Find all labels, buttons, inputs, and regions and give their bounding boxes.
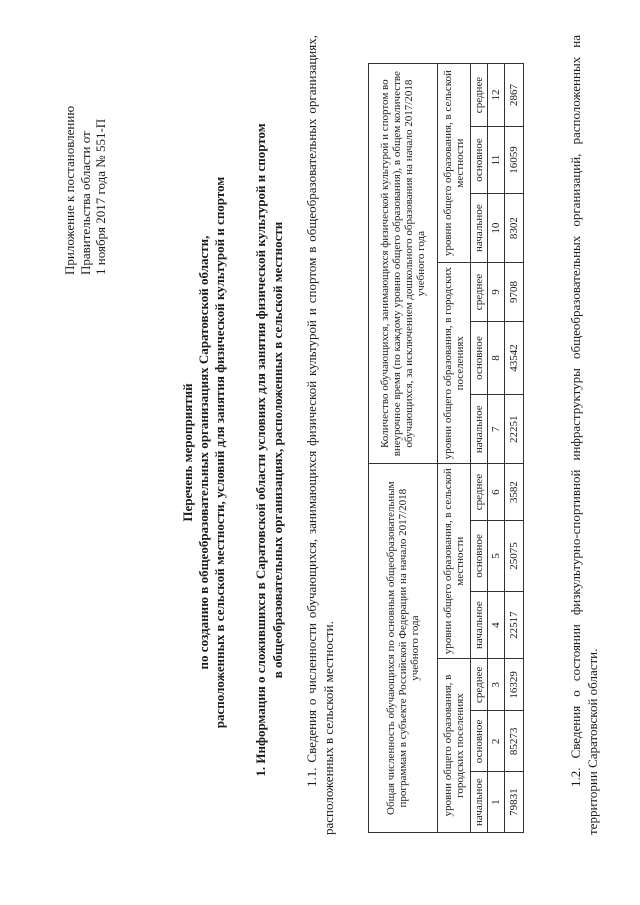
column-number: 6	[488, 464, 505, 521]
table-header-total-students: Общая численность обучающихся по основным общеобразовательным программам в субъекте Российской Федерации на начало 2017/2018 учебного года	[369, 464, 438, 833]
paragraph-text: 1.2. Сведения о состоянии физкультурно-спортивной инфраструктуры общеобразовательных организаций, расположенных на территории Саратовской области.	[568, 35, 600, 835]
level-cell: начальное	[471, 395, 488, 464]
appendix-line: Приложение к постановлению	[62, 105, 77, 275]
appendix-note	[62, 25, 109, 275]
section-heading-line: 1. Информация о сложившихся в Саратовской области условиях для занятия физической культурой и спортом	[253, 123, 268, 777]
title-line: Перечень мероприятий	[180, 383, 195, 522]
level-cell: среднее	[471, 263, 488, 322]
table-value-cell: 22251	[505, 395, 524, 464]
appendix-line: 1 ноября 2017 года № 551-П	[93, 118, 108, 275]
column-number: 2	[488, 711, 505, 772]
column-number: 10	[488, 194, 505, 263]
level-cell: начальное	[471, 772, 488, 833]
level-cell: среднее	[471, 464, 488, 521]
table-value-cell: 25075	[505, 520, 524, 591]
subheader-rural: уровни общего образования, в сельской местности	[438, 64, 471, 263]
table-value-cell: 2867	[505, 64, 524, 127]
paragraph-1-2	[567, 35, 601, 835]
appendix-line: Правительства области от	[77, 131, 93, 275]
section-1-heading	[252, 25, 286, 875]
column-number: 11	[488, 127, 505, 194]
table-value-cell: 8302	[505, 194, 524, 263]
level-cell: начальное	[471, 592, 488, 659]
column-number: 1	[488, 772, 505, 833]
title-line: расположенных в сельской местности, условий для занятия физической культурой и спортом	[212, 176, 227, 729]
subheader-urban: уровни общего образования, в городских поселениях	[438, 659, 471, 833]
section-heading-line: в общеобразовательных организациях, расположенных в сельской местности	[270, 221, 285, 679]
column-number: 3	[488, 659, 505, 711]
title-line: по созданию в общеобразовательных организациях Саратовской области,	[196, 235, 211, 670]
column-number: 8	[488, 321, 505, 394]
column-number: 4	[488, 592, 505, 659]
document-title	[180, 0, 228, 905]
level-cell: среднее	[471, 659, 488, 711]
paragraph-text: 1.1. Сведения о численности обучающихся, занимающихся физической культурой и спортом в общеобразовательных организациях, расположенных в сельской местности.	[304, 35, 336, 835]
level-cell: основное	[471, 127, 488, 194]
column-number: 9	[488, 263, 505, 322]
table-value-cell: 79831	[505, 772, 524, 833]
level-cell: основное	[471, 321, 488, 394]
table-header-sports-students: Количество обучающихся, занимающихся физической культурой и спортом во внеурочное время (по каждому уровню общего образования), в общем количестве обучающихся, за исключением дошкольного образования на начало 2017/2018 учебного года	[369, 64, 438, 464]
table-value-cell: 16059	[505, 127, 524, 194]
paragraph-1-1	[303, 35, 337, 835]
column-number: 12	[488, 64, 505, 127]
column-number: 7	[488, 395, 505, 464]
table-value-cell: 43542	[505, 321, 524, 394]
subheader-urban: уровни общего образования, в городских поселениях	[438, 263, 471, 464]
column-number: 5	[488, 520, 505, 591]
table-value-cell: 9708	[505, 263, 524, 322]
level-cell: среднее	[471, 64, 488, 127]
students-sports-table	[368, 63, 524, 833]
table-value-cell: 3582	[505, 464, 524, 521]
level-cell: основное	[471, 520, 488, 591]
table-value-cell: 85273	[505, 711, 524, 772]
level-cell: начальное	[471, 194, 488, 263]
subheader-rural: уровни общего образования, в сельской местности	[438, 464, 471, 659]
level-cell: основное	[471, 711, 488, 772]
table-value-cell: 22517	[505, 592, 524, 659]
table-value-cell: 16329	[505, 659, 524, 711]
